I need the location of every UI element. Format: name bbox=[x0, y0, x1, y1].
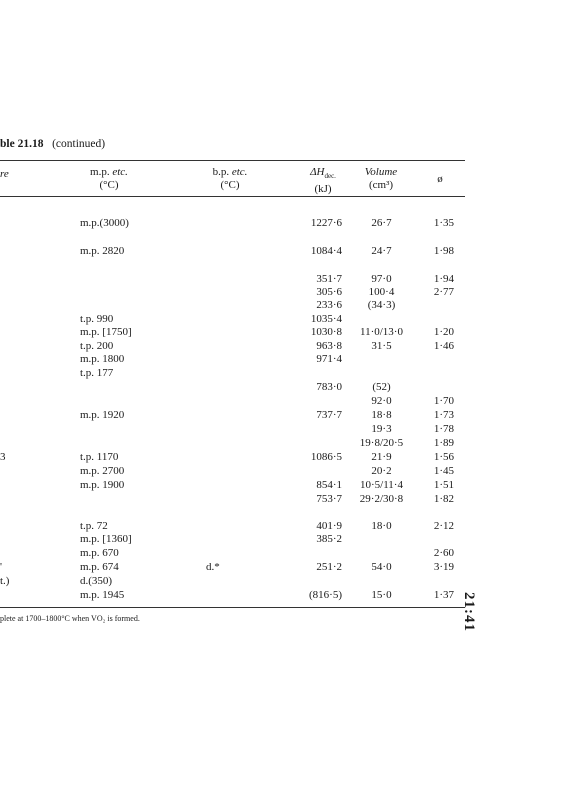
row-phi: 2·60 bbox=[433, 547, 454, 559]
row-phi: 1·70 bbox=[433, 395, 454, 407]
row-phi: 1·56 bbox=[433, 451, 454, 463]
table-caption bbox=[0, 138, 105, 150]
row-dh: 1035·4 bbox=[310, 313, 342, 325]
header-mp-etc: etc. bbox=[112, 166, 128, 178]
row-mp: m.p. 1920 bbox=[80, 409, 125, 421]
row-dh: 753·7 bbox=[316, 493, 342, 505]
row-dh: 854·1 bbox=[316, 479, 342, 491]
row-volume: 19·3 bbox=[371, 423, 392, 435]
row-mp: m.p. [1750] bbox=[80, 326, 132, 338]
header-bp-unit: (°C) bbox=[220, 179, 240, 191]
row-left-text: t.) bbox=[0, 575, 10, 587]
row-dh: 233·6 bbox=[316, 299, 342, 311]
table-top-rule bbox=[0, 160, 465, 161]
header-volume-unit: (cm³) bbox=[368, 179, 394, 191]
row-mp: m.p. 1900 bbox=[80, 479, 125, 491]
row-volume: 24·7 bbox=[371, 245, 392, 257]
header-mp-unit: (°C) bbox=[99, 179, 119, 191]
header-dh bbox=[300, 166, 346, 196]
header-volume-label: Volume bbox=[364, 166, 398, 178]
row-volume: (52) bbox=[372, 381, 391, 393]
table-caption-note: (continued) bbox=[52, 138, 106, 150]
row-dh: 251·2 bbox=[316, 561, 342, 573]
row-dh: 1227·6 bbox=[310, 217, 342, 229]
row-phi: 3·19 bbox=[433, 561, 454, 573]
row-dh: 305·6 bbox=[316, 286, 342, 298]
row-dh: 971·4 bbox=[316, 353, 342, 365]
header-volume bbox=[348, 166, 414, 192]
row-volume: 29·2/30·8 bbox=[359, 493, 404, 505]
row-left-text: 3 bbox=[0, 451, 6, 463]
header-dh-unit: (kJ) bbox=[314, 183, 332, 196]
row-phi: 1·46 bbox=[433, 340, 454, 352]
table-bottom-rule bbox=[0, 607, 465, 608]
header-bp-etc: etc. bbox=[231, 166, 248, 178]
row-phi: 1·35 bbox=[433, 217, 454, 229]
row-volume: 11·0/13·0 bbox=[360, 326, 403, 338]
row-volume: 15·0 bbox=[371, 589, 392, 601]
row-mp: m.p. 674 bbox=[80, 561, 119, 573]
row-phi: 1·37 bbox=[433, 589, 454, 601]
row-phi: 2·12 bbox=[433, 520, 454, 532]
row-dh: 401·9 bbox=[316, 520, 342, 532]
row-phi: 2·77 bbox=[433, 286, 454, 298]
row-phi: 1·98 bbox=[433, 245, 454, 257]
row-volume: 19·8/20·5 bbox=[359, 437, 404, 449]
row-mp: m.p. 2820 bbox=[80, 245, 125, 257]
row-mp: m.p. 1800 bbox=[80, 353, 125, 365]
header-bp bbox=[196, 166, 264, 192]
row-dh: 1084·4 bbox=[310, 245, 342, 257]
header-dh-subscript: dec. bbox=[324, 172, 336, 181]
row-phi: 1·82 bbox=[433, 493, 454, 505]
row-mp: m.p. [1360] bbox=[80, 533, 132, 545]
header-dh-symbol: ΔH bbox=[310, 166, 325, 178]
row-volume: 97·0 bbox=[371, 273, 392, 285]
row-left-text: ' bbox=[0, 561, 2, 573]
row-phi: 1·94 bbox=[433, 273, 454, 285]
row-phi: 1·89 bbox=[433, 437, 454, 449]
row-mp: d.(350) bbox=[80, 575, 113, 587]
row-phi: 1·20 bbox=[433, 326, 454, 338]
row-dh: 385·2 bbox=[316, 533, 342, 545]
row-mp: m.p. 1945 bbox=[80, 589, 125, 601]
row-mp: t.p. 200 bbox=[80, 340, 114, 352]
header-mp bbox=[75, 166, 143, 192]
row-volume: 31·5 bbox=[371, 340, 392, 352]
row-dh: 351·7 bbox=[316, 273, 342, 285]
table-caption-label: ble 21.18 bbox=[0, 138, 44, 150]
row-phi: 1·73 bbox=[433, 409, 454, 421]
row-bp: d.* bbox=[206, 561, 220, 573]
row-mp: m.p. 670 bbox=[80, 547, 119, 559]
header-col0: re bbox=[0, 168, 9, 180]
row-dh: 963·8 bbox=[316, 340, 342, 352]
row-dh: (816·5) bbox=[309, 589, 342, 601]
header-mp-label: m.p. bbox=[90, 166, 110, 178]
row-phi: 1·45 bbox=[433, 465, 454, 477]
row-volume: 54·0 bbox=[371, 561, 392, 573]
row-volume: 100·4 bbox=[368, 286, 395, 298]
row-mp: t.p. 72 bbox=[80, 520, 108, 532]
row-volume: (34·3) bbox=[367, 299, 396, 311]
row-volume: 21·9 bbox=[371, 451, 392, 463]
row-volume: 26·7 bbox=[371, 217, 392, 229]
row-mp: t.p. 1170 bbox=[80, 451, 119, 463]
row-volume: 20·2 bbox=[371, 465, 392, 477]
row-mp: m.p.(3000) bbox=[80, 217, 129, 229]
row-mp: m.p. 2700 bbox=[80, 465, 125, 477]
row-phi: 1·51 bbox=[433, 479, 454, 491]
header-phi: ø bbox=[437, 173, 443, 185]
row-dh: 783·0 bbox=[316, 381, 342, 393]
row-dh: 1030·8 bbox=[310, 326, 342, 338]
header-bp-label: b.p. bbox=[212, 166, 230, 178]
page-number: 21:41 bbox=[461, 592, 477, 632]
row-dh: 1086·5 bbox=[310, 451, 342, 463]
row-mp: t.p. 177 bbox=[80, 367, 114, 379]
table-header-rule bbox=[0, 196, 465, 197]
row-mp: t.p. 990 bbox=[80, 313, 114, 325]
row-dh: 737·7 bbox=[316, 409, 342, 421]
row-volume: 18·0 bbox=[371, 520, 392, 532]
row-volume: 92·0 bbox=[371, 395, 392, 407]
row-phi: 1·78 bbox=[433, 423, 454, 435]
row-volume: 18·8 bbox=[371, 409, 392, 421]
footnote: plete at 1700–1800°C when VO₂ is formed. bbox=[0, 614, 140, 623]
row-volume: 10·5/11·4 bbox=[360, 479, 403, 491]
